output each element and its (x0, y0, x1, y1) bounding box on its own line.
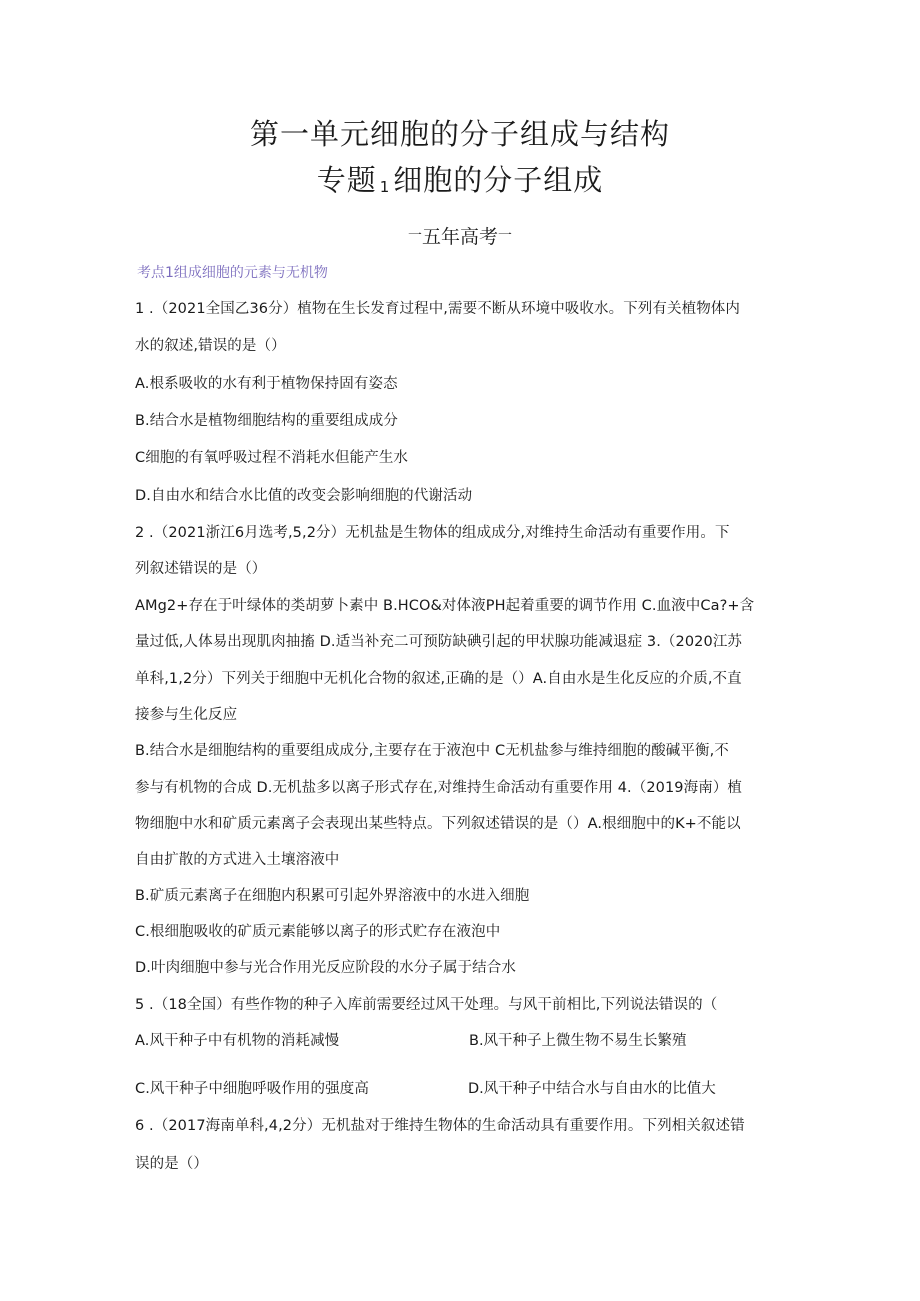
text-line: 参与有机物的合成 D.无机盐多以离子形式存在,对维持生命活动有重要作用 4.（2019海南）植 (135, 780, 743, 796)
text-line: 物细胞中水和矿质元素离子会表现出某些特点。下列叙述错误的是（）A.根细胞中的K+不能以 (135, 816, 741, 832)
q5-option-b: B.风干种子上微生物不易生长繁殖 (469, 1033, 687, 1049)
text-line: C细胞的有氧呼吸过程不消耗水但能产生水 (135, 450, 409, 466)
section-dash-left: 一 (407, 228, 422, 244)
text-line: 水的叙述,错误的是（） (135, 338, 286, 354)
text-line: 列叙述错误的是（） (135, 561, 267, 577)
q5-option-a: A.风干种子中有机物的消耗减慢 (135, 1033, 340, 1049)
section-heading (0, 222, 920, 249)
text-line: 6 .（2017海南单科,4,2分）无机盐对于维持生物体的生命活动具有重要作用。下列相关叙述错 (135, 1118, 745, 1134)
text-line: B.矿质元素离子在细胞内积累可引起外界溶液中的水进入细胞 (135, 888, 530, 904)
topic-number: 1 (379, 178, 391, 196)
topic-title-row (0, 158, 920, 199)
topic-prefix: 专题 (316, 163, 377, 197)
topic-title: 细胞的分子组成 (393, 163, 604, 197)
text-line: 单科,1,2分）下列关于细胞中无机化合物的叙述,正确的是（）A.自由水是生化反应的介质,不直 (135, 671, 742, 687)
section-dash-right: 一 (498, 228, 512, 244)
text-line: 5 .（18全国）有些作物的种子入库前需要经过风干处理。与风干前相比,下列说法错误的（ (135, 997, 718, 1013)
q5-option-d: D.风干种子中结合水与自由水的比值大 (468, 1081, 716, 1097)
unit-title: 第一单元细胞的分子组成与结构 (249, 117, 670, 151)
text-line: A.根系吸收的水有利于植物保持固有姿态 (135, 376, 398, 392)
text-line: B.结合水是细胞结构的重要组成成分,主要存在于液泡中 C无机盐参与维持细胞的酸碱平衡,不 (135, 743, 729, 759)
text-line: 2 .（2021浙江6月选考,5,2分）无机盐是生物体的组成成分,对维持生命活动有重要作用。下 (135, 525, 730, 541)
text-line: 自由扩散的方式进入土壤溶液中 (135, 852, 340, 868)
text-line: 1 .（2021全国乙36分）植物在生长发育过程中,需要不断从环境中吸收水。下列有关植物体内 (135, 301, 741, 317)
q5-option-c: C.风干种子中细胞呼吸作用的强度高 (135, 1081, 369, 1097)
text-line: C.根细胞吸收的矿质元素能够以离子的形式贮存在液泡中 (135, 924, 501, 940)
text-line: 误的是（） (135, 1156, 208, 1172)
text-line: 接参与生化反应 (135, 707, 238, 723)
text-line: 量过低,人体易出现肌肉抽搐 D.适当补充二可预防缺碘引起的甲状腺功能减退症 3.（2020江苏 (135, 634, 743, 650)
text-line: AMg2+存在于叶绿体的类胡萝卜素中 B.HCO&对体液PH起着重要的调节作用 C.血液中Ca?+含 (135, 598, 755, 614)
text-line: D.自由水和结合水比值的改变会影响细胞的代谢活动 (135, 488, 473, 504)
exam-point-heading: 考点1组成细胞的元素与无机物 (137, 265, 328, 281)
section-title: 五年高考 (421, 226, 498, 248)
text-line: D.叶肉细胞中参与光合作用光反应阶段的水分子属于结合水 (135, 960, 516, 976)
text-line: B.结合水是植物细胞结构的重要组成成分 (135, 413, 398, 429)
